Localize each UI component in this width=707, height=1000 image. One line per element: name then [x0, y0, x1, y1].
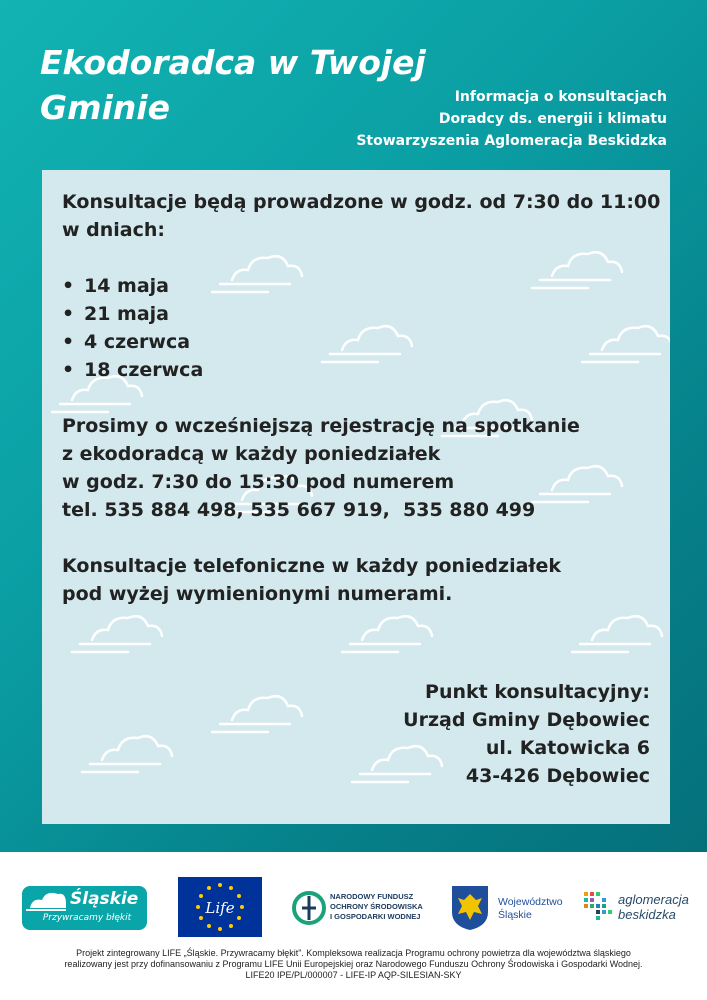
footer-line-3: LIFE20 IPE/PL/000007 - LIFE-IP AQP-SILESIAN-SKY [245, 970, 462, 980]
life-wordmark: Life [205, 899, 235, 917]
bullet-icon: • [62, 303, 75, 325]
list-item [62, 272, 662, 300]
wojewodztwo-slaskie-logo [450, 884, 570, 932]
nfos-line-3: I GOSPODARKI WODNEJ [330, 912, 421, 921]
date-text: 4 czerwca [84, 331, 191, 353]
dates-list [62, 272, 662, 384]
nfos-emblem-icon [292, 888, 326, 928]
slaskie-title: Śląskie [70, 889, 139, 909]
slaskie-subtitle: Przywracamy błękit [42, 913, 132, 923]
list-item [62, 328, 662, 356]
phone-line-2: pod wyżej wymienionymi numerami. [62, 583, 453, 605]
registration-line-2: z ekodoradcą w każdy poniedziałek [62, 443, 441, 465]
organization-info [307, 86, 667, 152]
cloud-icon [572, 616, 662, 652]
date-text: 21 maja [84, 303, 170, 325]
eagle-shield-icon [450, 884, 490, 932]
bullet-icon: • [62, 359, 75, 381]
woj-line-2: Śląskie [498, 909, 532, 921]
dot-grid-icon [580, 888, 616, 928]
registration-line-1: Prosimy o wcześniejszą rejestrację na spotkanie [62, 415, 580, 437]
spacer [62, 524, 662, 552]
registration-paragraph [62, 412, 662, 524]
address-office: Urząd Gminy Dębowiec [403, 709, 650, 731]
footer-line-1: Projekt zintegrowany LIFE „Śląskie. Przywracamy błękit”. Kompleksowa realizacja Programu ochrony powietrza dla województwa śląskiego [76, 948, 631, 958]
aglomeracja-beskidzka-logo [580, 886, 695, 930]
cloud-icon [72, 616, 162, 652]
intro-paragraph [62, 188, 662, 244]
address-street: ul. Katowicka 6 [485, 737, 650, 759]
eu-life-logo [178, 877, 262, 937]
slaskie-logo [22, 886, 147, 930]
bullet-icon: • [62, 275, 75, 297]
info-line-3: Stowarzyszenia Aglomeracja Beskidzka [356, 133, 667, 149]
title-line-1: Ekodoradca w Twojej [40, 43, 426, 82]
address-label: Punkt konsultacyjny: [425, 681, 650, 703]
wojewodztwo-text [498, 896, 573, 922]
title-line-2: Gminie [40, 88, 170, 127]
info-line-2: Doradcy ds. energii i klimatu [438, 111, 667, 127]
phone-line-1: Konsultacje telefoniczne w każdy poniedziałek [62, 555, 562, 577]
content-card [42, 170, 670, 824]
aglo-line-2: beskidzka [618, 907, 676, 922]
consultation-address [250, 678, 650, 790]
registration-line-3: w godz. 7:30 do 15:30 pod numerem [62, 471, 455, 493]
phone-numbers: tel. 535 884 498, 535 667 919, 535 880 499 [62, 499, 536, 521]
info-line-1: Informacja o konsultacjach [454, 89, 667, 105]
phone-consultation-paragraph [62, 552, 662, 608]
intro-line-1: Konsultacje będą prowadzone w godz. od 7:30 do 11:00 [62, 191, 661, 213]
project-funding-note [20, 948, 687, 981]
address-postal: 43-426 Dębowiec [465, 765, 650, 787]
aglomeracja-text [618, 892, 698, 922]
list-item [62, 356, 662, 384]
bullet-icon: • [62, 331, 75, 353]
nfos-text [330, 892, 440, 922]
list-item [62, 300, 662, 328]
nfosigw-logo [292, 886, 432, 930]
woj-line-1: Województwo [498, 896, 563, 908]
eu-flag-icon [178, 877, 262, 937]
cloud-icon [342, 616, 432, 652]
nfos-line-1: NARODOWY FUNDUSZ [330, 892, 414, 901]
date-text: 14 maja [84, 275, 170, 297]
aglo-line-1: aglomeracja [618, 892, 689, 907]
consultation-details [62, 188, 662, 608]
nfos-line-2: OCHRONY ŚRODOWISKA [330, 902, 423, 911]
intro-line-2: w dniach: [62, 219, 166, 241]
cloud-icon [82, 736, 172, 772]
footer-line-2: realizowany jest przy dofinansowaniu z Programu LIFE Unii Europejskiej oraz Narodowego Funduszu Ochrony Środowiska i Gospodarki Wodnej. [64, 959, 643, 969]
partner-logos [0, 872, 707, 942]
date-text: 18 czerwca [84, 359, 204, 381]
